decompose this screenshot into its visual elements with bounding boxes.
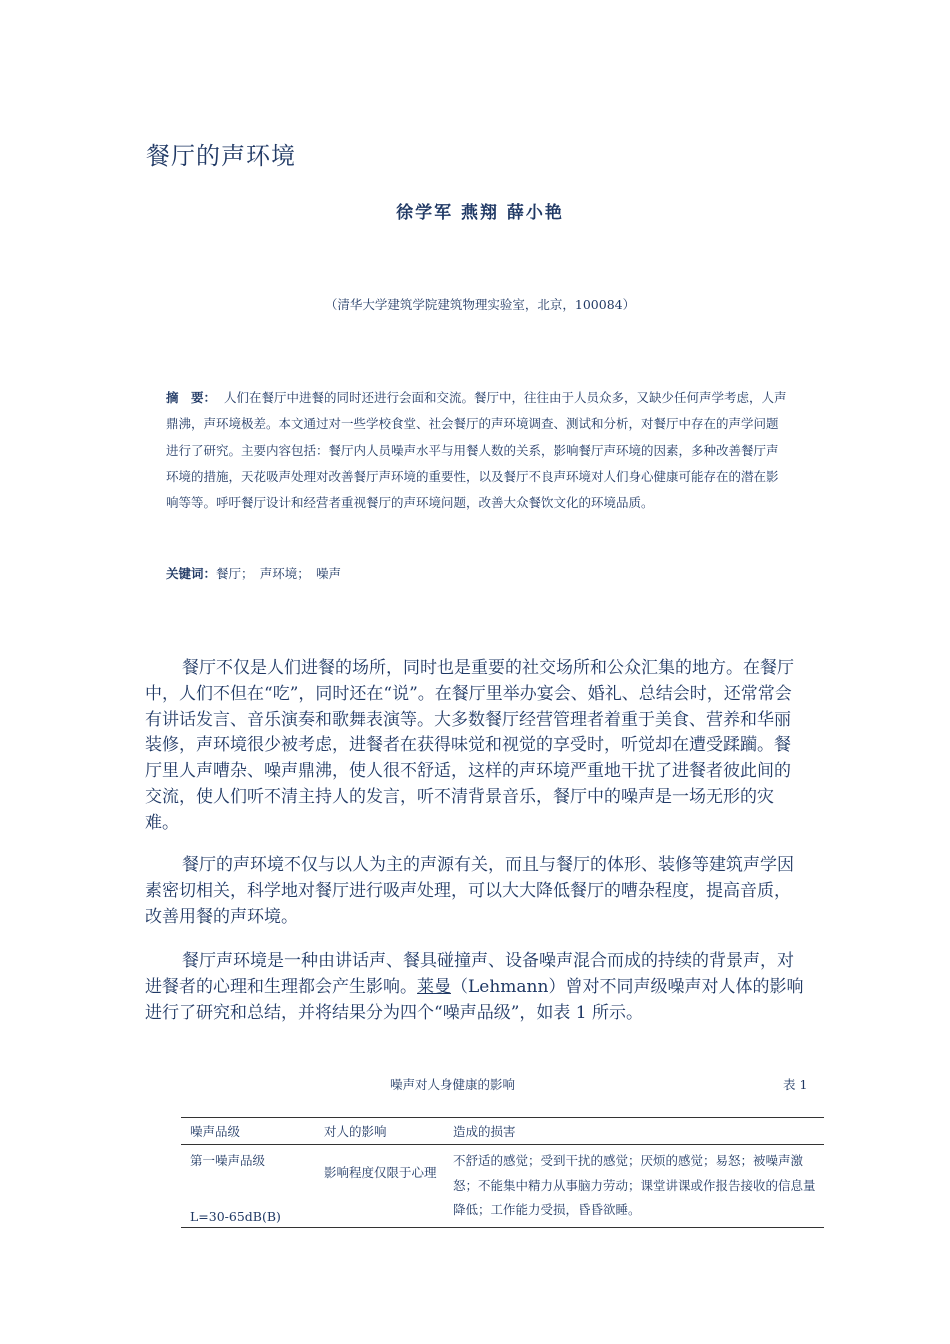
affiliation: （清华大学建筑学院建筑物理实验室，北京，100084） [324, 297, 636, 312]
grade-name: 第一噪声品级 [190, 1153, 266, 1168]
grade-level: L=30-65dB(B) [190, 1208, 281, 1224]
effect-cell: 影响程度仅限于心理 [315, 1145, 444, 1228]
table-caption: 噪声对人身健康的影响 [390, 1077, 516, 1092]
header-damage: 造成的损害 [444, 1118, 824, 1145]
authors: 徐学军 燕翔 薛小艳 [396, 203, 564, 223]
keywords [166, 564, 341, 582]
table-row [181, 1145, 824, 1228]
body-paragraph-2: 餐厅的声环境不仅与以人为主的声源有关，而且与餐厅的体形、装修等建筑声学因素密切相关，科学地对餐厅进行吸声处理，可以大大降低餐厅的嘈杂程度，提高音质，改善用餐的声环境。 [145, 855, 794, 927]
keywords-label: 关键词： [166, 566, 217, 581]
lehmann-link[interactable]: 莱曼 [417, 976, 451, 997]
keywords-text: 餐厅； 声环境； 噪声 [216, 566, 342, 581]
paper-title: 餐厅的声环境 [146, 142, 296, 170]
grade-cell [181, 1145, 315, 1228]
header-grade: 噪声品级 [181, 1118, 315, 1145]
abstract [166, 385, 790, 516]
table-number: 表 1 [783, 1077, 808, 1092]
noise-table [181, 1117, 824, 1228]
abstract-label: 摘 要： [166, 390, 217, 405]
body-paragraph-3 [145, 949, 807, 1026]
body-paragraph-1: 餐厅不仅是人们进餐的场所，同时也是重要的社交场所和公众汇集的地方。在餐厅中，人们不但在“吃”，同时还在“说”。在餐厅里举办宴会、婚礼、总结会时，还常常会有讲话发言、音乐演奏和歌舞表演等。大多数餐厅经营管理者着重于美食、营养和华丽装修，声环境很少被考虑，进餐者在获得味觉和视觉的享受时，听觉却在遭受蹂躏。餐厅里人声嘈杂、噪声鼎沸，使人很不舒适，这样的声环境严重地干扰了进餐者彼此间的交流，使人们听不清主持人的发言，听不清背景音乐，餐厅中的噪声是一场无形的灾难。 [145, 658, 794, 833]
damage-cell: 不舒适的感觉；受到干扰的感觉；厌烦的感觉；易怒；被噪声激怒；不能集中精力从事脑力劳动；课堂讲课或作报告接收的信息量降低；工作能力受损，昏昏欲睡。 [444, 1145, 824, 1228]
abstract-text: 人们在餐厅中进餐的同时还进行会面和交流。餐厅中，往往由于人员众多，又缺少任何声学考虑，人声鼎沸，声环境极差。本文通过对一些学校食堂、社会餐厅的声环境调查、测试和分析，对餐厅中存在的声学问题进行了研究。主要内容包括：餐厅内人员噪声水平与用餐人数的关系，影响餐厅声环境的因素，多种改善餐厅声环境的措施，天花吸声处理对改善餐厅声环境的重要性，以及餐厅不良声环境对人们身心健康可能存在的潜在影响等等。呼吁餐厅设计和经营者重视餐厅的声环境问题，改善大众餐饮文化的环境品质。 [166, 390, 787, 511]
table-header-row [181, 1118, 824, 1145]
paragraph-3-text-b: （Lehmann）曾对不同声级噪声对人体的影响进行了研究和总结，并将结果分为四个“噪声品级”，如表 1 所示。 [145, 976, 804, 1023]
header-effect: 对人的影响 [315, 1118, 444, 1145]
paragraph-3-text-a: 餐厅声环境是一种由讲话声、餐具碰撞声、设备噪声混合而成的持续的背景声，对进餐者的心理和生理都会产生影响。 [145, 951, 794, 997]
